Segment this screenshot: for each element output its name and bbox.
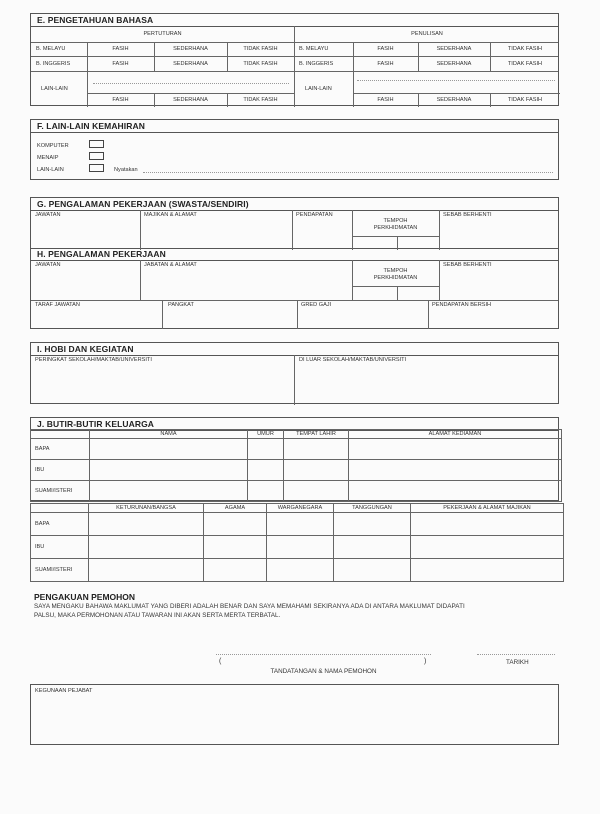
sebab-label: SEBAB BERHENTI: [443, 262, 492, 268]
cell[interactable]: [334, 559, 411, 582]
cell[interactable]: [267, 536, 334, 559]
pertuturan-label: PERTUTURAN: [143, 31, 182, 37]
luar-label: DI LUAR SEKOLAH/MAKTAB/UNIVERSITI: [299, 357, 407, 363]
opt-fasih[interactable]: FASIH: [112, 46, 129, 52]
cell[interactable]: [267, 559, 334, 582]
perkhidmatan-label: PERKHIDMATAN: [373, 225, 418, 231]
cell[interactable]: [90, 481, 248, 502]
pejabat-label: KEGUNAAN PEJABAT: [35, 688, 93, 694]
cell[interactable]: [267, 513, 334, 536]
perkhidmatan-label: PERKHIDMATAN: [373, 275, 418, 281]
cell[interactable]: [90, 460, 248, 481]
section-title: E. PENGETAHUAN BAHASA: [31, 14, 558, 27]
pendapatan-label: PENDAPATAN: [296, 212, 333, 218]
lain-lain-input[interactable]: [93, 83, 289, 84]
jabatan-label: JABATAN & ALAMAT: [144, 262, 197, 268]
table-header: [31, 430, 90, 439]
opt-fasih[interactable]: FASIH: [112, 97, 129, 103]
family-table-1: [30, 429, 562, 502]
signature-line[interactable]: [216, 654, 431, 655]
tempoh-label: TEMPOH: [383, 218, 408, 224]
nyatakan-input[interactable]: [143, 172, 553, 173]
skill-menaip-checkbox[interactable]: [89, 152, 104, 160]
opt-tidak-fasih[interactable]: TIDAK FASIH: [243, 61, 278, 67]
section-title: G. PENGALAMAN PEKERJAAN (SWASTA/SENDIRI): [31, 198, 558, 211]
lang-row-2-left: B. INGGERIS: [36, 61, 71, 67]
opt-sederhana[interactable]: SEDERHANA: [436, 61, 472, 67]
cell[interactable]: [204, 536, 267, 559]
cell[interactable]: [284, 439, 349, 460]
majikan-label: MAJIKAN & ALAMAT: [144, 212, 197, 218]
cell[interactable]: [204, 513, 267, 536]
lain-lain-input[interactable]: [357, 80, 555, 81]
cell[interactable]: [204, 559, 267, 582]
row-label: BAPA: [31, 513, 89, 536]
opt-fasih[interactable]: FASIH: [112, 61, 129, 67]
opt-sederhana[interactable]: SEDERHANA: [436, 97, 472, 103]
tempoh-label: TEMPOH: [383, 268, 408, 274]
gred-label: GRED GAJI: [301, 302, 332, 308]
lang-row-1-left: B. MELAYU: [36, 46, 66, 52]
sebab-label: SEBAB BERHENTI: [443, 212, 492, 218]
cell[interactable]: [89, 536, 204, 559]
section-title: H. PENGALAMAN PEKERJAAN: [31, 248, 558, 261]
taraf-label: TARAF JAWATAN: [35, 302, 80, 308]
section-keluarga: [30, 417, 559, 501]
skill-komputer-label: KOMPUTER: [37, 143, 69, 149]
cell[interactable]: [349, 460, 562, 481]
penulisan-label: PENULISAN: [411, 31, 443, 37]
opt-fasih[interactable]: FASIH: [377, 46, 394, 52]
cell[interactable]: [334, 536, 411, 559]
cell[interactable]: [89, 559, 204, 582]
opt-sederhana[interactable]: SEDERHANA: [173, 46, 208, 52]
opt-tidak-fasih[interactable]: TIDAK FASIH: [243, 46, 278, 52]
lain-lain-right: LAIN-LAIN: [305, 86, 332, 92]
cell[interactable]: [248, 481, 284, 502]
opt-tidak-fasih[interactable]: TIDAK FASIH: [507, 97, 543, 103]
date-line[interactable]: [477, 654, 555, 655]
section-kegunaan-pejabat: [30, 684, 559, 745]
opt-sederhana[interactable]: SEDERHANA: [436, 46, 472, 52]
section-pengalaman-swasta: [30, 197, 559, 249]
opt-fasih[interactable]: FASIH: [377, 61, 394, 67]
cell[interactable]: [89, 513, 204, 536]
family-table-2: [30, 503, 564, 582]
opt-tidak-fasih[interactable]: TIDAK FASIH: [507, 46, 543, 52]
lang-row-1-right: B. MELAYU: [299, 46, 329, 52]
paren-open: (: [219, 658, 222, 665]
section-pengalaman: [30, 247, 559, 329]
table-header: PEKERJAAN & ALAMAT MAJIKAN: [411, 504, 564, 513]
table-header: ALAMAT KEDIAMAN: [349, 430, 562, 439]
cell[interactable]: [349, 439, 562, 460]
table-header: KETURUNAN/BANGSA: [89, 504, 204, 513]
row-label: IBU: [31, 460, 90, 481]
opt-sederhana[interactable]: SEDERHANA: [173, 61, 208, 67]
section-hobi: [30, 342, 559, 404]
section-pengetahuan-bahasa: [30, 13, 559, 106]
table-header: UMUR: [248, 430, 284, 439]
pengakuan-title: PENGAKUAN PEMOHON: [34, 592, 136, 602]
cell[interactable]: [411, 513, 564, 536]
nyatakan-label: Nyatakan: [114, 167, 138, 173]
section-kemahiran: [30, 119, 559, 180]
opt-fasih[interactable]: FASIH: [377, 97, 394, 103]
tarikh-label: TARIKH: [506, 659, 529, 666]
table-header: [31, 504, 89, 513]
table-header: TANGGUNGAN: [334, 504, 411, 513]
jawatan-label: JAWATAN: [35, 262, 61, 268]
skill-komputer-checkbox[interactable]: [89, 140, 104, 148]
row-label: BAPA: [31, 439, 90, 460]
cell[interactable]: [349, 481, 562, 502]
row-label: SUAMI/ISTERI: [31, 559, 89, 582]
pangkat-label: PANGKAT: [168, 302, 194, 308]
cell[interactable]: [411, 559, 564, 582]
tandatangan-label: TANDATANGAN & NAMA PEMOHON: [270, 668, 377, 675]
skill-lain-checkbox[interactable]: [89, 164, 104, 172]
cell[interactable]: [248, 439, 284, 460]
pengakuan-text-2: PALSU, MAKA PERMOHONAN ATAU TAWARAN INI AKAN SERTA MERTA TERBATAL.: [34, 612, 281, 619]
opt-sederhana[interactable]: SEDERHANA: [173, 97, 208, 103]
pengakuan-text-1: SAYA MENGAKU BAHAWA MAKLUMAT YANG DIBERI ADALAH BENAR DAN SAYA MEMAHAMI SEKIRANYA ADA DI ANTARA MAKLUMAT DIDAPATI: [34, 603, 465, 610]
cell[interactable]: [248, 460, 284, 481]
opt-tidak-fasih[interactable]: TIDAK FASIH: [243, 97, 278, 103]
table-header: AGAMA: [204, 504, 267, 513]
lain-lain-left: LAIN-LAIN: [41, 86, 68, 92]
table-header: WARGANEGARA: [267, 504, 334, 513]
paren-close: ): [424, 658, 427, 665]
cell[interactable]: [334, 513, 411, 536]
bersih-label: PENDAPATAN BERSIH: [432, 302, 492, 308]
section-title: J. BUTIR-BUTIR KELUARGA: [31, 418, 558, 431]
cell[interactable]: [411, 536, 564, 559]
table-header: TEMPAT LAHIR: [284, 430, 349, 439]
row-label: IBU: [31, 536, 89, 559]
skill-menaip-label: MENAIP: [37, 155, 59, 161]
opt-tidak-fasih[interactable]: TIDAK FASIH: [507, 61, 543, 67]
cell[interactable]: [284, 481, 349, 502]
cell[interactable]: [90, 439, 248, 460]
jawatan-label: JAWATAN: [35, 212, 61, 218]
lang-row-2-right: B. INGGERIS: [299, 61, 334, 67]
table-header: NAMA: [90, 430, 248, 439]
peringkat-label: PERINGKAT SEKOLAH/MAKTAB/UNIVERSITI: [35, 357, 152, 363]
skill-lain-label: LAIN-LAIN: [37, 167, 64, 173]
cell[interactable]: [284, 460, 349, 481]
section-title: F. LAIN-LAIN KEMAHIRAN: [31, 120, 558, 133]
section-title: I. HOBI DAN KEGIATAN: [31, 343, 558, 356]
row-label: SUAMI/ISTERI: [31, 481, 90, 502]
